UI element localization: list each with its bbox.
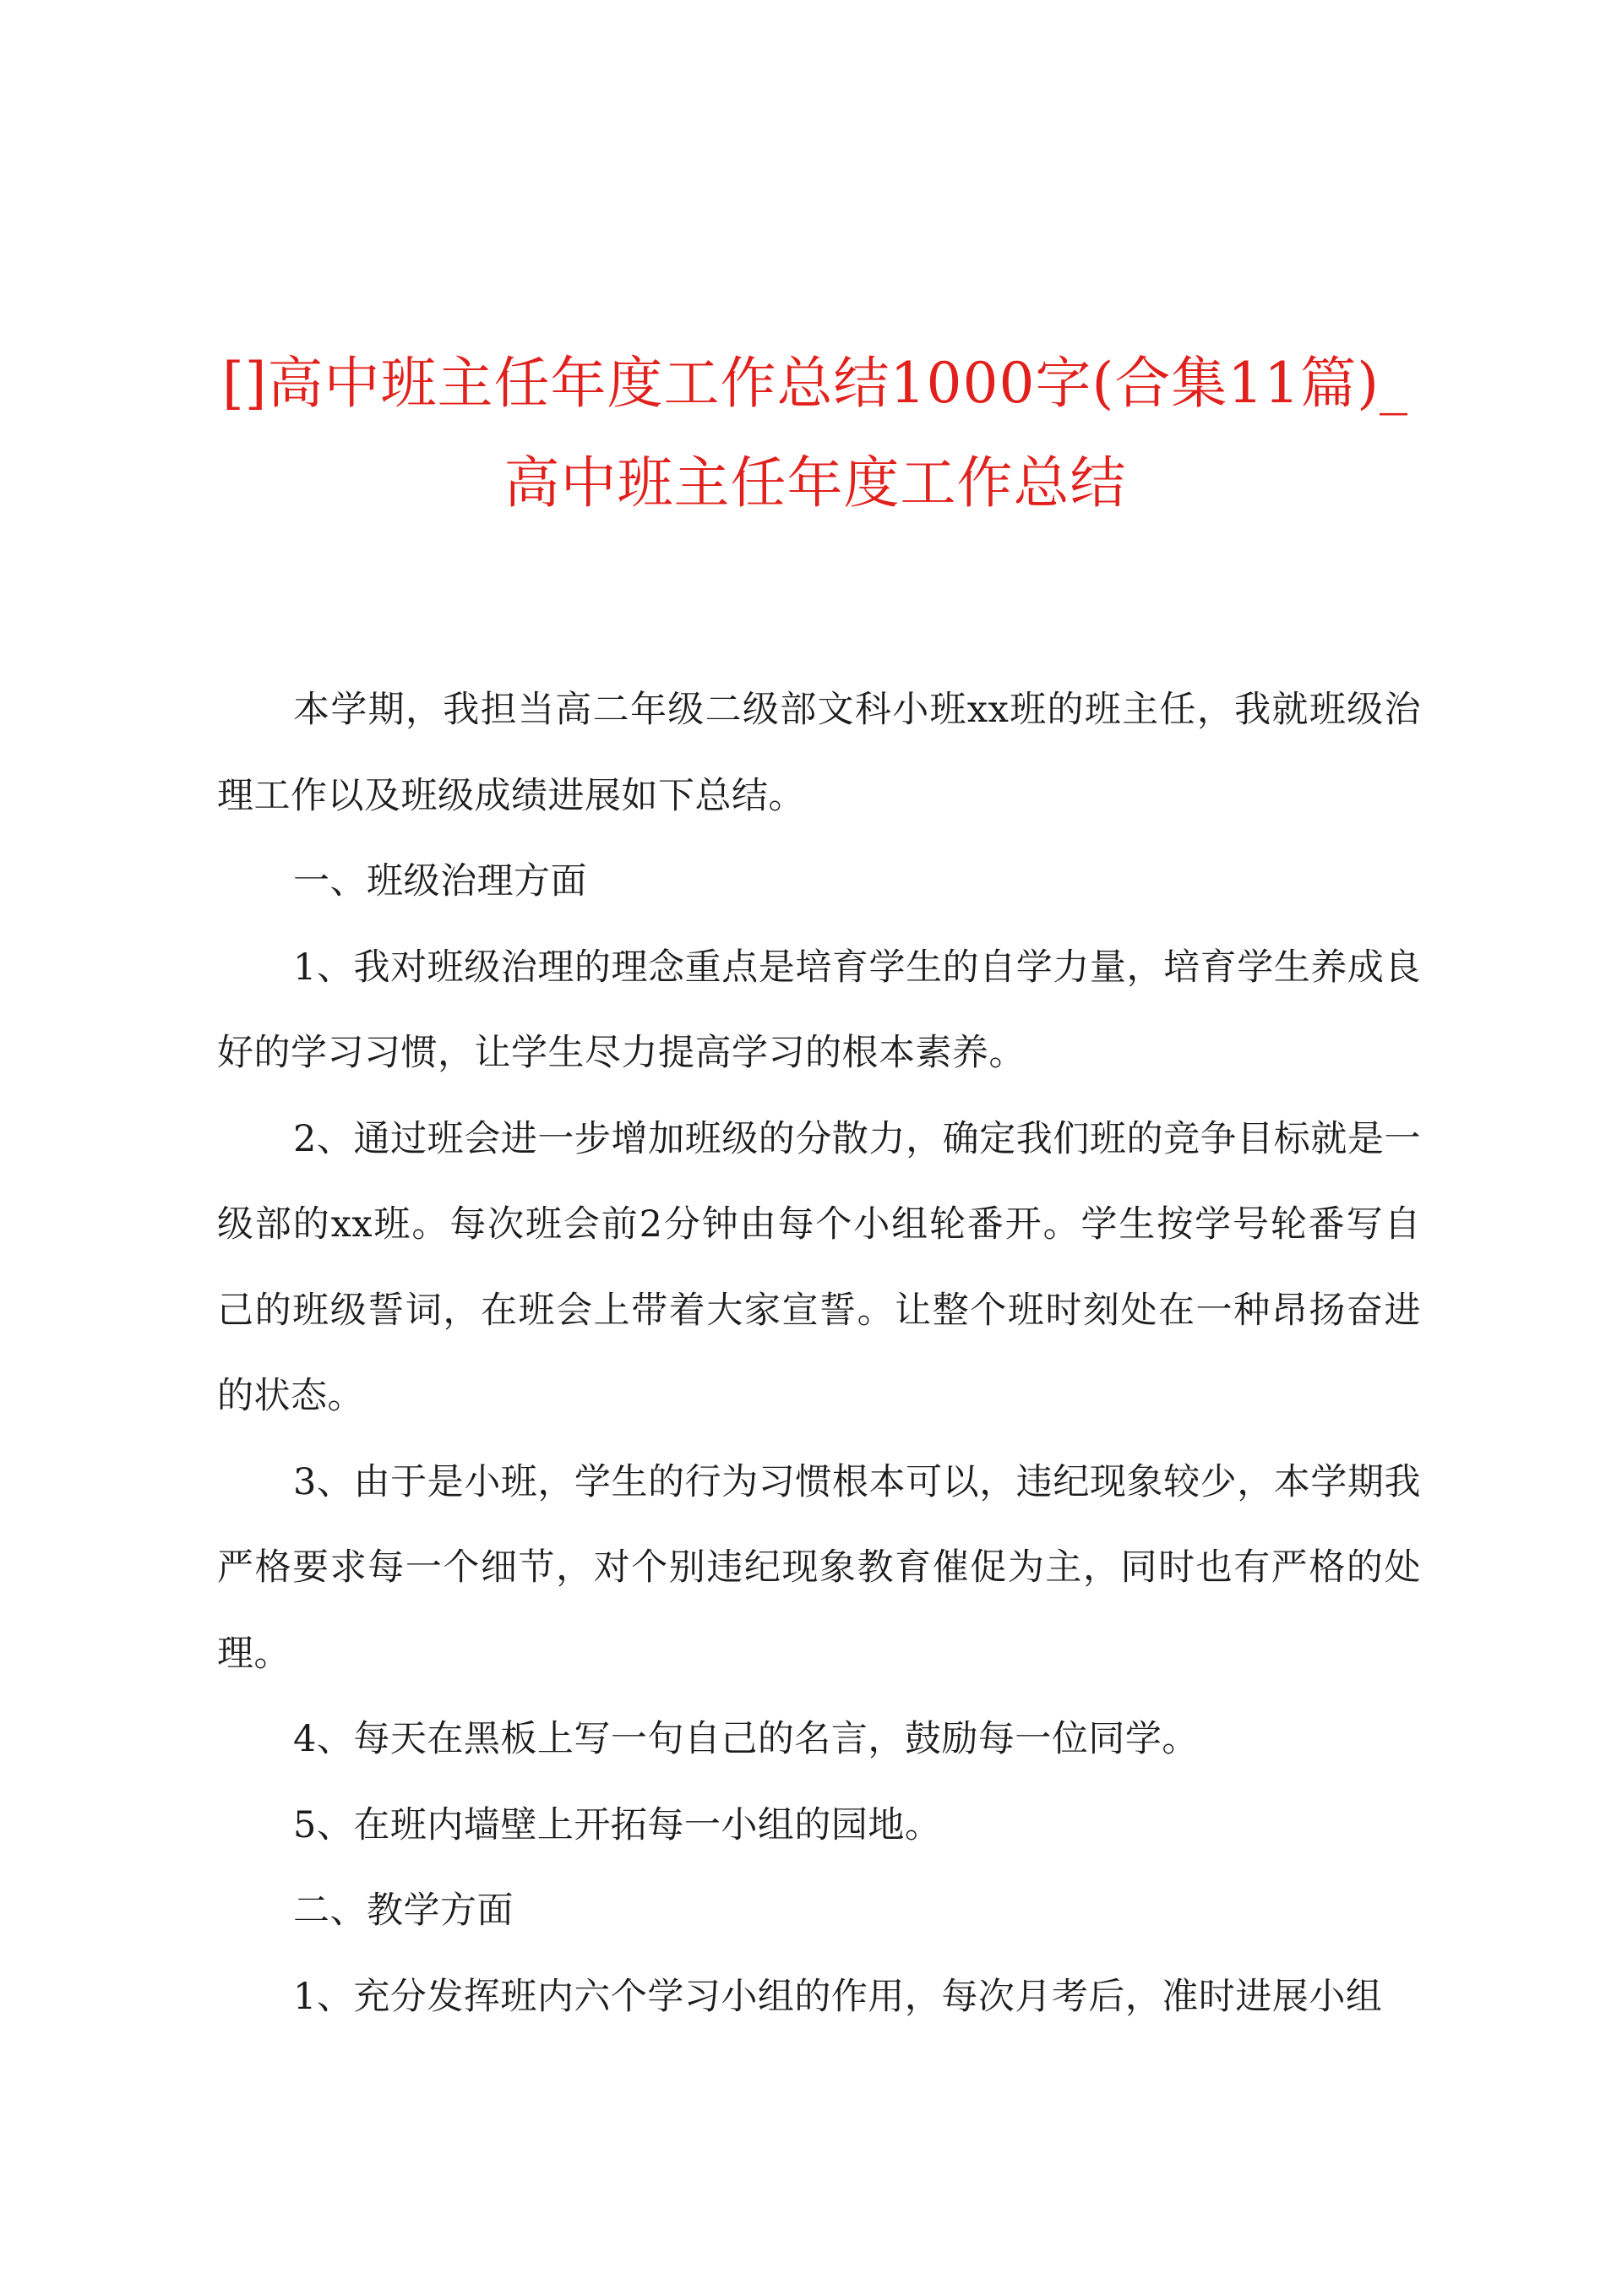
section-heading-class-management: 一、班级治理方面 (293, 860, 587, 903)
list-item-3: 3、由于是小班，学生的行为习惯根本可以，违纪现象较少，本学期我严格要求每一个细节，对个别违纪现象教育催促为主，同时也有严格的处理。 (217, 1460, 1421, 1675)
list-item-5: 5、在班内墙壁上开拓每一小组的园地。 (293, 1803, 942, 1846)
list-item-4: 4、每天在黑板上写一句自己的名言，鼓励每一位同学。 (293, 1718, 1199, 1760)
document-body (217, 668, 1421, 2040)
paragraph-intro: 本学期，我担当高二年级二级部文科小班xx班的班主任，我就班级治理工作以及班级成绩进展如下总结。 (217, 689, 1421, 817)
list-item-teaching-1: 1、充分发挥班内六个学习小组的作用，每次月考后，准时进展小组 (293, 1975, 1383, 2018)
document-title: []高中班主任年度工作总结1000字(合集11篇)_高中班主任年度工作总结 (222, 351, 1408, 515)
list-item-2: 2、通过班会进一步增加班级的分散力，确定我们班的竞争目标就是一级部的xx班。每次班会前2分钟由每个小组轮番开。学生按学号轮番写自己的班级誓词，在班会上带着大家宣誓。让整个班时刻处在一种昂扬奋进的状态。 (217, 1117, 1421, 1417)
list-item-1: 1、我对班级治理的理念重点是培育学生的自学力量，培育学生养成良好的学习习惯，让学生尽力提高学习的根本素养。 (217, 946, 1421, 1074)
section-heading-teaching: 二、教学方面 (293, 1890, 514, 1932)
